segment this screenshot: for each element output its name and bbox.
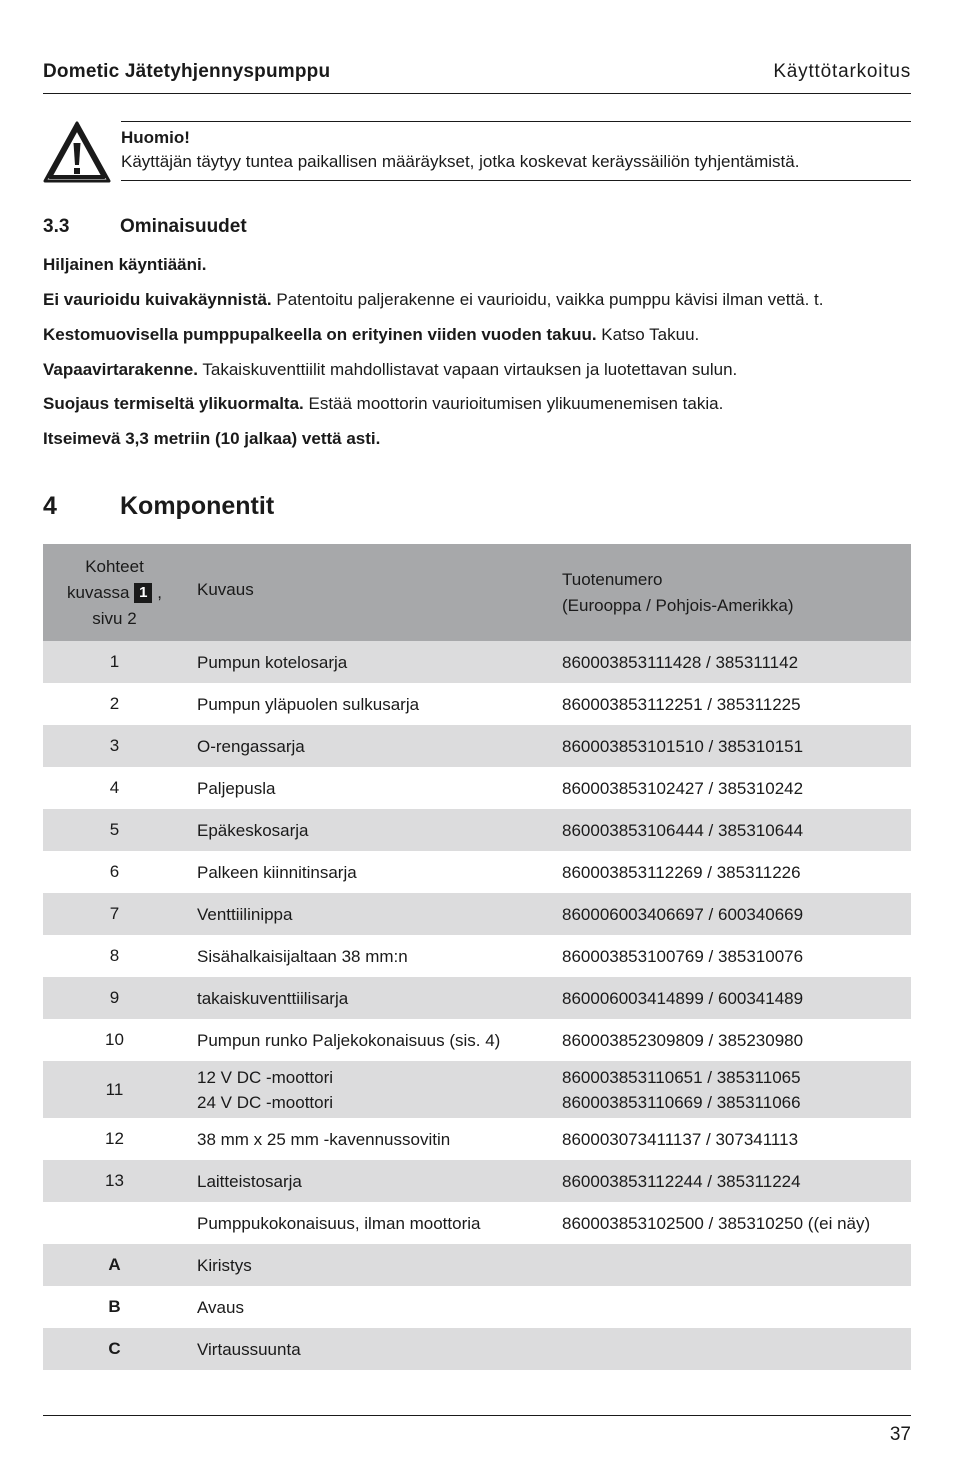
item-number: 12 [105,1129,124,1148]
item-description: 24 V DC -moottori [197,1092,334,1112]
notice [43,121,911,179]
item-letter: B [108,1297,121,1316]
product-number: 860006003414899 / 600341489 [562,988,804,1008]
item-number: 13 [105,1171,124,1190]
item-description: Virtaussuunta [197,1339,301,1359]
header-text: Tuotenumero [562,570,663,589]
feature-text: Takaiskuventtiilit mahdollistavat vapaan virtauksen ja luotettavan sulun. [197,360,738,379]
column-header-product [562,567,793,619]
item-description: 12 V DC -moottori [197,1067,334,1087]
notice-title: Huomio! [121,128,190,147]
column-header-items [43,554,186,632]
section-number: 4 [43,492,57,520]
item-description: Pumppukokonaisuus, ilman moottoria [197,1213,481,1233]
table-row [43,641,911,683]
product-number: 860003853110651 / 385311065 [562,1067,801,1087]
page-number: 37 [889,1424,911,1445]
feature-paragraph [43,394,723,414]
page-header [43,58,911,94]
header-text: Kohteet [85,557,144,576]
item-letter: C [108,1339,121,1358]
warning-triangle-icon [43,121,111,183]
feature-paragraph [43,325,699,345]
table-row [43,851,911,893]
table-row [43,977,911,1019]
item-description: Sisähalkaisijaltaan 38 mm:n [197,946,408,966]
table-row [43,935,911,977]
feature-text: Katso Takuu. [596,325,700,344]
header-text: sivu 2 [92,609,137,628]
item-description: Palkeen kiinnitinsarja [197,862,357,882]
table-row [43,1160,911,1202]
product-number: 860003853110669 / 385311066 [562,1092,801,1112]
product-number: 860003853106444 / 385310644 [562,820,804,840]
section-title: Komponentit [120,492,275,520]
item-description: takaiskuventtiilisarja [197,988,349,1008]
table-row [43,1019,911,1061]
item-description: Venttiilinippa [197,904,293,924]
item-description: Pumpun runko Paljekokonaisuus (sis. 4) [197,1030,501,1050]
item-number [43,1202,186,1244]
table-row [43,725,911,767]
feature-paragraph [43,255,206,275]
feature-text: Patentoitu paljerakenne ei vaurioidu, vaikka pumppu kävisi ilman vettä. t. [271,290,824,309]
feature-lead: Ei vaurioidu kuivakäynnistä. [43,290,272,309]
section-title: Ominaisuudet [120,216,247,237]
figure-badge: 1 [134,583,152,603]
feature-lead: Suojaus termiseltä ylikuormalta. [43,394,304,413]
header-text: kuvassa [67,583,130,602]
product-number: 860003853111428 / 385311142 [562,652,799,672]
product-number: 860003852309809 / 385230980 [562,1030,804,1050]
item-description: Pumpun kotelosarja [197,652,348,672]
feature-lead: Vapaavirtarakenne. [43,360,198,379]
header-text: , [157,583,162,602]
item-description: Paljepusla [197,778,276,798]
table-row [43,767,911,809]
feature-lead: Itseimevä 3,3 metriin (10 jalkaa) vettä asti. [43,429,381,448]
product-number: 860003853101510 / 385310151 [562,736,804,756]
item-number: 4 [109,778,120,797]
notice-text: Käyttäjän täytyy tuntea paikallisen määräykset, jotka koskevat keräyssäiliön tyhjentämistä. [121,152,800,171]
item-number: 1 [109,652,120,671]
product-number: 860003853102500 / 385310250 ((ei näy) [562,1213,871,1233]
feature-lead: Kestomuovisella pumppupalkeella on erityinen viiden vuoden takuu. [43,325,597,344]
item-number: 10 [105,1030,124,1049]
item-description: 38 mm x 25 mm -kavennussovitin [197,1129,451,1149]
table-row [43,1244,911,1286]
table-row [43,1286,911,1328]
notice-box [121,121,911,181]
item-number: 7 [109,904,120,923]
table-row [43,1118,911,1160]
item-description: Laitteistosarja [197,1171,302,1191]
table-row [43,1061,911,1118]
item-number: 3 [109,736,120,755]
product-number: 860003073411137 / 307341113 [562,1129,799,1149]
table-row [43,893,911,935]
feature-paragraph [43,360,737,380]
section-title: Käyttötarkoitus [773,61,911,82]
product-number: 860003853112269 / 385311226 [562,862,801,882]
column-header-description: Kuvaus [197,580,254,599]
item-description: O-rengassarja [197,736,305,756]
product-number: 860003853102427 / 385310242 [562,778,804,798]
feature-lead: Hiljainen käyntiääni. [43,255,207,274]
feature-text: Estää moottorin vaurioitumisen ylikuumenemisen takia. [303,394,724,413]
table-row [43,1202,911,1244]
components-table [43,544,911,1370]
page [43,0,911,1475]
product-number: 860006003406697 / 600340669 [562,904,804,924]
product-number: 860003853112244 / 385311224 [562,1171,801,1191]
item-description: Kiristys [197,1255,252,1275]
item-number: 8 [109,946,120,965]
item-number: 9 [109,988,120,1007]
feature-paragraph [43,290,824,310]
item-description: Epäkeskosarja [197,820,309,840]
document-title: Dometic Jätetyhjennyspumppu [43,61,331,82]
product-number: 860003853100769 / 385310076 [562,946,804,966]
table-row [43,683,911,725]
item-number: 6 [109,862,120,881]
section-number: 3.3 [43,216,70,237]
page-footer [43,1415,911,1445]
item-number: 5 [109,820,120,839]
item-description: Avaus [197,1297,244,1317]
item-number: 11 [105,1079,124,1099]
feature-paragraph [43,429,380,449]
product-number: 860003853112251 / 385311225 [562,694,801,714]
item-letter: A [108,1255,121,1274]
table-header [43,544,911,641]
item-number: 2 [109,694,120,713]
header-text: (Eurooppa / Pohjois-Amerikka) [562,596,794,615]
item-description: Pumpun yläpuolen sulkusarja [197,694,420,714]
table-row [43,809,911,851]
table-row [43,1328,911,1370]
